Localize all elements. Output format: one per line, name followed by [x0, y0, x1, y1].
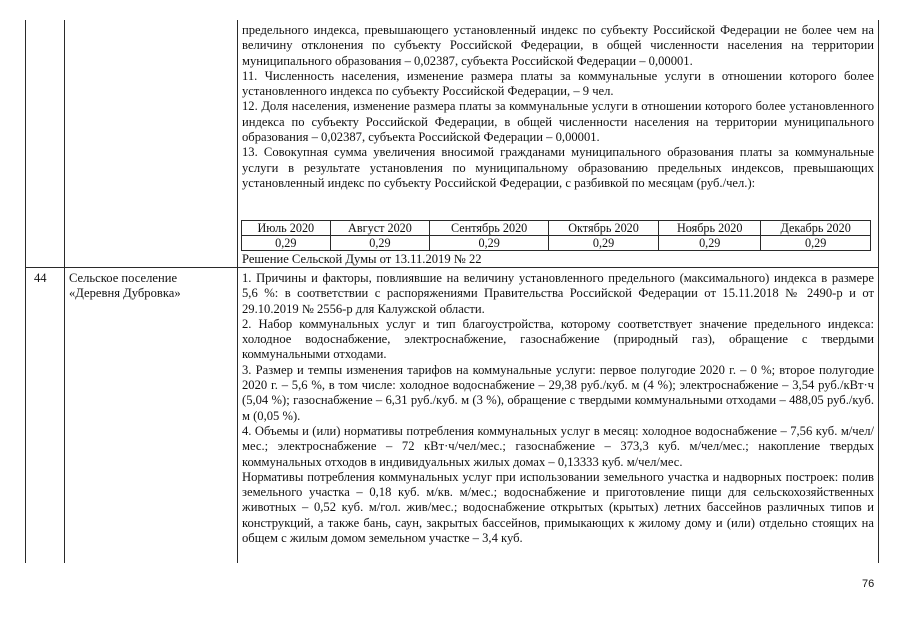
table-border-col1	[64, 20, 65, 563]
month-cell: Август 2020	[330, 221, 430, 236]
value-cell: 0,29	[330, 236, 430, 251]
table-border-left	[25, 20, 26, 563]
page-number: 76	[862, 578, 875, 590]
paragraph-3: 3. Размер и темпы изменения тарифов на коммунальные услуги: первое полугодие 2020 г. – 0 %; второе полугодие 2020 г. – 5,6 %, в том числе: холодное водоснабжение – 29,38 руб./куб. м (4 %); электроснабжение – 3,54 руб./кВт·ч (5,04 %); газоснабжение – 6,31 руб./куб. м (3 %), обращение с твердыми коммунальными отходами – 488,05 руб./куб. м (0,05 %).	[242, 362, 874, 423]
paragraph-norms: Нормативы потребления коммунальных услуг при использовании земельного участка и надворных построек: полив земельного участка – 0,18 куб. м/кв. м/мес.; водоснабжение и приготовление пищи для сельскохозяйственных животных – 0,52 куб. м/гол. жив/мес.; водоснабжение открытых (крытых) летних бассейнов различных типов и конструкций, а также бань, саун, закрытых бассейнов, примыкающих к жилому дому и (или) отдельно стоящих на общем с жилым домом земельном участке – 3,4 куб.	[242, 469, 874, 546]
month-cell: Сентябрь 2020	[430, 221, 549, 236]
municipality-name-line2: «Деревня Дубровка»	[69, 286, 181, 300]
paragraph-11: 11. Численность населения, изменение размера платы за коммунальные услуги в отношении которого более установленного индекса по субъекту Российской Федерации, – 9 чел.	[242, 68, 874, 99]
monthly-sums-table	[241, 220, 871, 251]
month-cell: Июль 2020	[242, 221, 331, 236]
value-cell: 0,29	[242, 236, 331, 251]
decision-line: Решение Сельской Думы от 13.11.2019 № 22	[242, 252, 482, 266]
paragraph-4: 4. Объемы и (или) нормативы потребления коммунальных услуг в месяц: холодное водоснабжение – 7,56 куб. м/чел/мес.; электроснабжение – 72 кВт·ч/чел/мес.; газоснабжение – 373,3 куб. м/чел/мес.; накопление твердых коммунальных отходов в индивидуальных жилых домах – 0,13333 куб. м/чел/мес.	[242, 423, 874, 469]
table-border-right	[878, 20, 879, 563]
value-cell: 0,29	[430, 236, 549, 251]
paragraph-2: 2. Набор коммунальных услуг и тип благоустройства, которому соответствует значение предельного индекса: холодное водоснабжение, электроснабжение, газоснабжение (природный газ), обращение с твердыми коммунальными отходами.	[242, 316, 874, 362]
paragraph-12: 12. Доля населения, изменение размера платы за коммунальные услуги в отношении которого более установленного индекса по субъекту Российской Федерации, в общей численности населения на территории муниципального образования – 0,02387, субъекта Российской Федерации – 0,00001.	[242, 99, 874, 145]
row44-text	[242, 271, 874, 546]
value-cell: 0,29	[761, 236, 871, 251]
row-number: 44	[34, 271, 47, 285]
municipality-name-line1: Сельское поселение	[69, 271, 178, 285]
table-border-col2	[237, 20, 238, 563]
month-cell: Ноябрь 2020	[659, 221, 761, 236]
value-cell: 0,29	[549, 236, 659, 251]
paragraph-10-end: предельного индекса, превышающего установленный индекс по субъекту Российской Федерации не более чем на величину отклонения по субъекту Российской Федерации, в общей численности населения на территории муниципального образования – 0,02387, субъекта Российской Федерации – 0,00001.	[242, 23, 874, 68]
table-value-row	[242, 236, 871, 251]
month-cell: Декабрь 2020	[761, 221, 871, 236]
value-cell: 0,29	[659, 236, 761, 251]
continuation-text	[242, 23, 874, 191]
paragraph-13: 13. Совокупная сумма увеличения вносимой гражданами муниципального образования платы за коммунальные услуги в результате установления по муниципальному образованию предельных индексов, превышающих установленный индекс по субъекту Российской Федерации, с разбивкой по месяцам (руб./чел.):	[242, 145, 874, 190]
paragraph-1: 1. Причины и факторы, повлиявшие на величину установленного предельного (максимального) индекса в размере 5,6 %: в соответствии с распоряжениями Правительства Российской Федерации от 15.11.2018 № 2490-р и от 29.10.2019 № 2556-р для Калужской области.	[242, 271, 874, 316]
month-cell: Октябрь 2020	[549, 221, 659, 236]
table-header-row	[242, 221, 871, 236]
